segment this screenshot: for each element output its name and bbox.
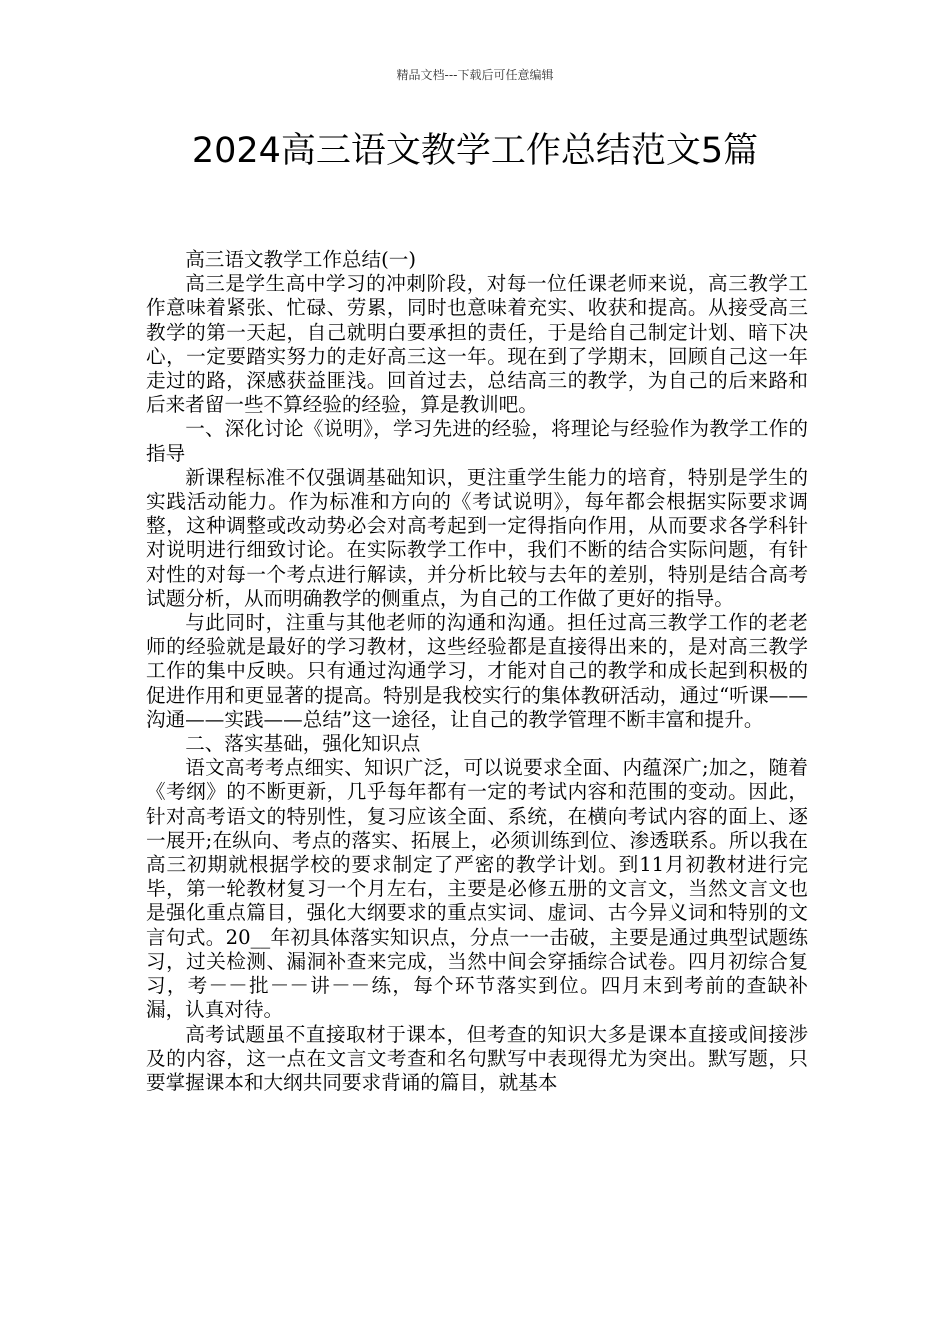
document-title: 2024高三语文教学工作总结范文5篇 (191, 131, 759, 171)
paragraph: 高考试题虽不直接取材于课本，但考查的知识大多是课本直接或间接涉及的内容，这一点在文言文考查和名句默写中表现得尤为突出。默写题，只要掌握课本和大纲共同要求背诵的篇目，就基本 (146, 1022, 808, 1094)
paragraph: 语文高考考点细实、知识广泛，可以说要求全面、内蕴深广;加之，随着《考纲》的不断更新，几乎每年都有一定的考试内容和范围的变动。因此，针对高考语文的特别性，复习应该全面、系统，在横向考试内容的面上、逐一展开;在纵向、考点的落实、拓展上，必须训练到位、渗透联系。所以我在高三初期就根据学校的要求制定了严密的教学计划。到11月初教材进行完毕，第一轮教材复习一个月左右，主要是必修五册的文言文，当然文言文也是强化重点篇目，强化大纲要求的重点实词、虚词、古今异义词和特别的文言句式。20__年初具体落实知识点，分点一一击破，主要是通过典型试题练习，过关检测、漏洞补查来完成，当然中间会穿插综合试卷。四月初综合复习，考－－批－－讲－－练，每个环节落实到位。四月末到考前的查缺补漏，认真对待。 (146, 756, 808, 1022)
document-body (146, 248, 808, 1095)
paragraph: 高三是学生高中学习的冲刺阶段，对每一位任课老师来说，高三教学工作意味着紧张、忙碌、劳累，同时也意味着充实、收获和提高。从接受高三教学的第一天起，自己就明白要承担的责任，于是给自己制定计划、暗下决心，一定要踏实努力的走好高三这一年。现在到了学期末，回顾自己这一年走过的路，深感获益匪浅。回首过去，总结高三的教学，为自己的后来路和后来者留一些不算经验的经验，算是教训吧。 (146, 272, 808, 417)
paragraph: 新课程标准不仅强调基础知识，更注重学生能力的培育，特别是学生的实践活动能力。作为标准和方向的《考试说明》，每年都会根据实际要求调整，这种调整或改动势必会对高考起到一定得指向作用，从而要求各学科针对说明进行细致讨论。在实际教学工作中，我们不断的结合实际问题，有针对性的对每一个考点进行解读，并分析比较与去年的差别，特别是结合高考试题分析，从而明确教学的侧重点，为自己的工作做了更好的指导。 (146, 465, 808, 610)
header-note: 精品文档---下载后可任意编辑 (396, 68, 554, 82)
paragraph: 与此同时，注重与其他老师的沟通和沟通。担任过高三教学工作的老老师的经验就是最好的学习教材，这些经验都是直接得出来的，是对高三教学工作的集中反映。只有通过沟通学习，才能对自己的教学和成长起到积极的促进作用和更显著的提高。特别是我校实行的集体教研活动，通过“听课——沟通——实践——总结”这一途径，让自己的教学管理不断丰富和提升。 (146, 611, 808, 731)
section-heading: 二、落实基础，强化知识点 (185, 732, 421, 756)
section-heading: 高三语文教学工作总结(一) (185, 248, 417, 271)
section-heading: 一、深化讨论《说明》，学习先进的经验，将理论与经验作为教学工作的指导 (146, 417, 808, 465)
